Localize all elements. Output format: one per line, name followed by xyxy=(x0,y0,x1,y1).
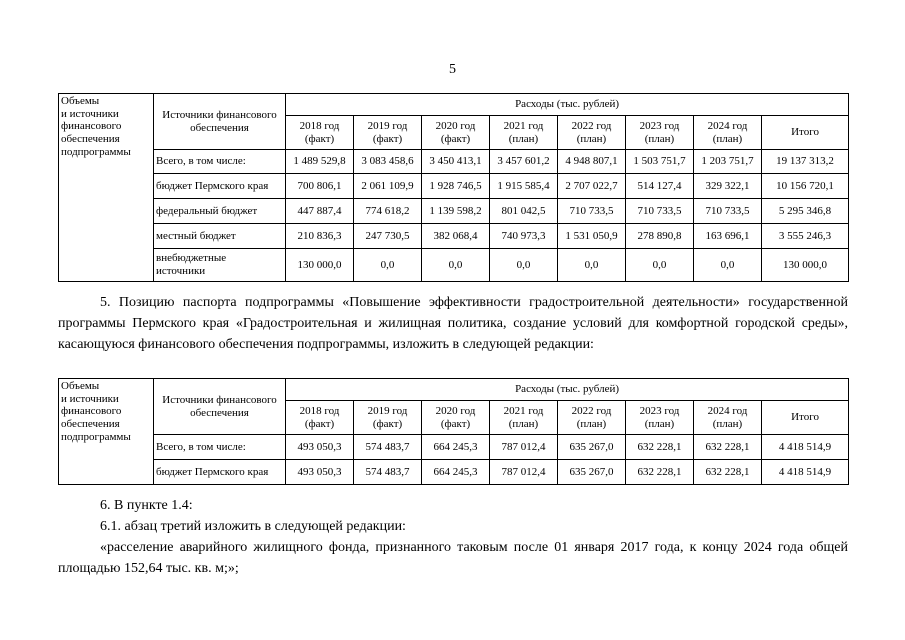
paragraph-6: 6. В пункте 1.4: xyxy=(100,498,193,513)
page-number: 5 xyxy=(449,62,456,77)
value-cell: 278 890,8 xyxy=(626,224,694,249)
value-cell: 1 503 751,7 xyxy=(626,150,694,174)
finance-table-2 xyxy=(58,378,849,485)
table-row xyxy=(59,460,849,485)
quoted-text: «расселение аварийного жилищного фонда, признанного таковым после 01 января 2017 года, к концу 2024 года общей площадью 152,64 тыс. кв. м;»; xyxy=(58,540,848,576)
sources-header: Источники финансового обеспечения xyxy=(154,94,286,150)
year-header: 2020 год (факт) xyxy=(422,116,490,150)
value-cell: 1 489 529,8 xyxy=(286,150,354,174)
row-label: внебюджетные источники xyxy=(154,249,286,282)
value-cell: 574 483,7 xyxy=(354,460,422,485)
row-label: Всего, в том числе: xyxy=(154,435,286,460)
value-cell: 493 050,3 xyxy=(286,460,354,485)
value-cell: 3 457 601,2 xyxy=(490,150,558,174)
table-row xyxy=(59,249,849,282)
value-cell: 19 137 313,2 xyxy=(762,150,849,174)
value-cell: 0,0 xyxy=(694,249,762,282)
value-cell: 710 733,5 xyxy=(626,199,694,224)
value-cell: 635 267,0 xyxy=(558,435,626,460)
year-header: Итого xyxy=(762,116,849,150)
value-cell: 632 228,1 xyxy=(694,435,762,460)
paragraph-5: 5. Позицию паспорта подпрограммы «Повышение эффективности градостроительной деятельности» государственной программы Пермского края «Градостроительная и жилищная политика, создание условий для комфортной городской среды», касающуюся финансового обеспечения подпрограммы, изложить в следующей редакции: xyxy=(58,295,848,352)
year-header: 2021 год (план) xyxy=(490,401,558,435)
value-cell: 0,0 xyxy=(354,249,422,282)
value-cell: 210 836,3 xyxy=(286,224,354,249)
value-cell: 787 012,4 xyxy=(490,435,558,460)
expenses-header: Расходы (тыс. рублей) xyxy=(286,94,849,116)
value-cell: 740 973,3 xyxy=(490,224,558,249)
value-cell: 1 928 746,5 xyxy=(422,174,490,199)
value-cell: 247 730,5 xyxy=(354,224,422,249)
year-header: 2021 год (план) xyxy=(490,116,558,150)
value-cell: 1 203 751,7 xyxy=(694,150,762,174)
value-cell: 3 555 246,3 xyxy=(762,224,849,249)
value-cell: 2 061 109,9 xyxy=(354,174,422,199)
value-cell: 0,0 xyxy=(490,249,558,282)
value-cell: 2 707 022,7 xyxy=(558,174,626,199)
value-cell: 664 245,3 xyxy=(422,460,490,485)
table-row xyxy=(59,435,849,460)
value-cell: 1 531 050,9 xyxy=(558,224,626,249)
value-cell: 5 295 346,8 xyxy=(762,199,849,224)
program-label-cell: Объемы и источники финансового обеспечения подпрограммы xyxy=(59,379,154,485)
expenses-header: Расходы (тыс. рублей) xyxy=(286,379,849,401)
value-cell: 4 418 514,9 xyxy=(762,460,849,485)
year-header: 2019 год (факт) xyxy=(354,116,422,150)
finance-table-1 xyxy=(58,93,849,282)
year-header: 2018 год (факт) xyxy=(286,116,354,150)
value-cell: 447 887,4 xyxy=(286,199,354,224)
program-label-cell: Объемы и источники финансового обеспечения подпрограммы xyxy=(59,94,154,282)
value-cell: 0,0 xyxy=(422,249,490,282)
value-cell: 3 450 413,1 xyxy=(422,150,490,174)
year-header: 2022 год (план) xyxy=(558,401,626,435)
row-label: бюджет Пермского края xyxy=(154,174,286,199)
value-cell: 130 000,0 xyxy=(762,249,849,282)
year-header: 2020 год (факт) xyxy=(422,401,490,435)
value-cell: 1 915 585,4 xyxy=(490,174,558,199)
value-cell: 710 733,5 xyxy=(558,199,626,224)
row-label: бюджет Пермского края xyxy=(154,460,286,485)
value-cell: 632 228,1 xyxy=(694,460,762,485)
value-cell: 0,0 xyxy=(626,249,694,282)
year-header: 2018 год (факт) xyxy=(286,401,354,435)
year-header: 2024 год (план) xyxy=(694,116,762,150)
value-cell: 514 127,4 xyxy=(626,174,694,199)
value-cell: 664 245,3 xyxy=(422,435,490,460)
value-cell: 130 000,0 xyxy=(286,249,354,282)
value-cell: 574 483,7 xyxy=(354,435,422,460)
value-cell: 329 322,1 xyxy=(694,174,762,199)
sources-header: Источники финансового обеспечения xyxy=(154,379,286,435)
value-cell: 493 050,3 xyxy=(286,435,354,460)
value-cell: 774 618,2 xyxy=(354,199,422,224)
row-label: местный бюджет xyxy=(154,224,286,249)
row-label: федеральный бюджет xyxy=(154,199,286,224)
value-cell: 700 806,1 xyxy=(286,174,354,199)
year-header: 2023 год (план) xyxy=(626,116,694,150)
year-header: 2019 год (факт) xyxy=(354,401,422,435)
value-cell: 1 139 598,2 xyxy=(422,199,490,224)
value-cell: 382 068,4 xyxy=(422,224,490,249)
value-cell: 0,0 xyxy=(558,249,626,282)
table-row xyxy=(59,224,849,249)
value-cell: 3 083 458,6 xyxy=(354,150,422,174)
value-cell: 4 948 807,1 xyxy=(558,150,626,174)
paragraph-6-1: 6.1. абзац третий изложить в следующей редакции: xyxy=(100,519,406,534)
year-header: 2024 год (план) xyxy=(694,401,762,435)
value-cell: 710 733,5 xyxy=(694,199,762,224)
value-cell: 635 267,0 xyxy=(558,460,626,485)
value-cell: 10 156 720,1 xyxy=(762,174,849,199)
value-cell: 4 418 514,9 xyxy=(762,435,849,460)
year-header: 2023 год (план) xyxy=(626,401,694,435)
table-row xyxy=(59,199,849,224)
value-cell: 632 228,1 xyxy=(626,435,694,460)
table-row xyxy=(59,150,849,174)
table-row xyxy=(59,174,849,199)
year-header: Итого xyxy=(762,401,849,435)
value-cell: 801 042,5 xyxy=(490,199,558,224)
value-cell: 787 012,4 xyxy=(490,460,558,485)
value-cell: 163 696,1 xyxy=(694,224,762,249)
value-cell: 632 228,1 xyxy=(626,460,694,485)
row-label: Всего, в том числе: xyxy=(154,150,286,174)
year-header: 2022 год (план) xyxy=(558,116,626,150)
